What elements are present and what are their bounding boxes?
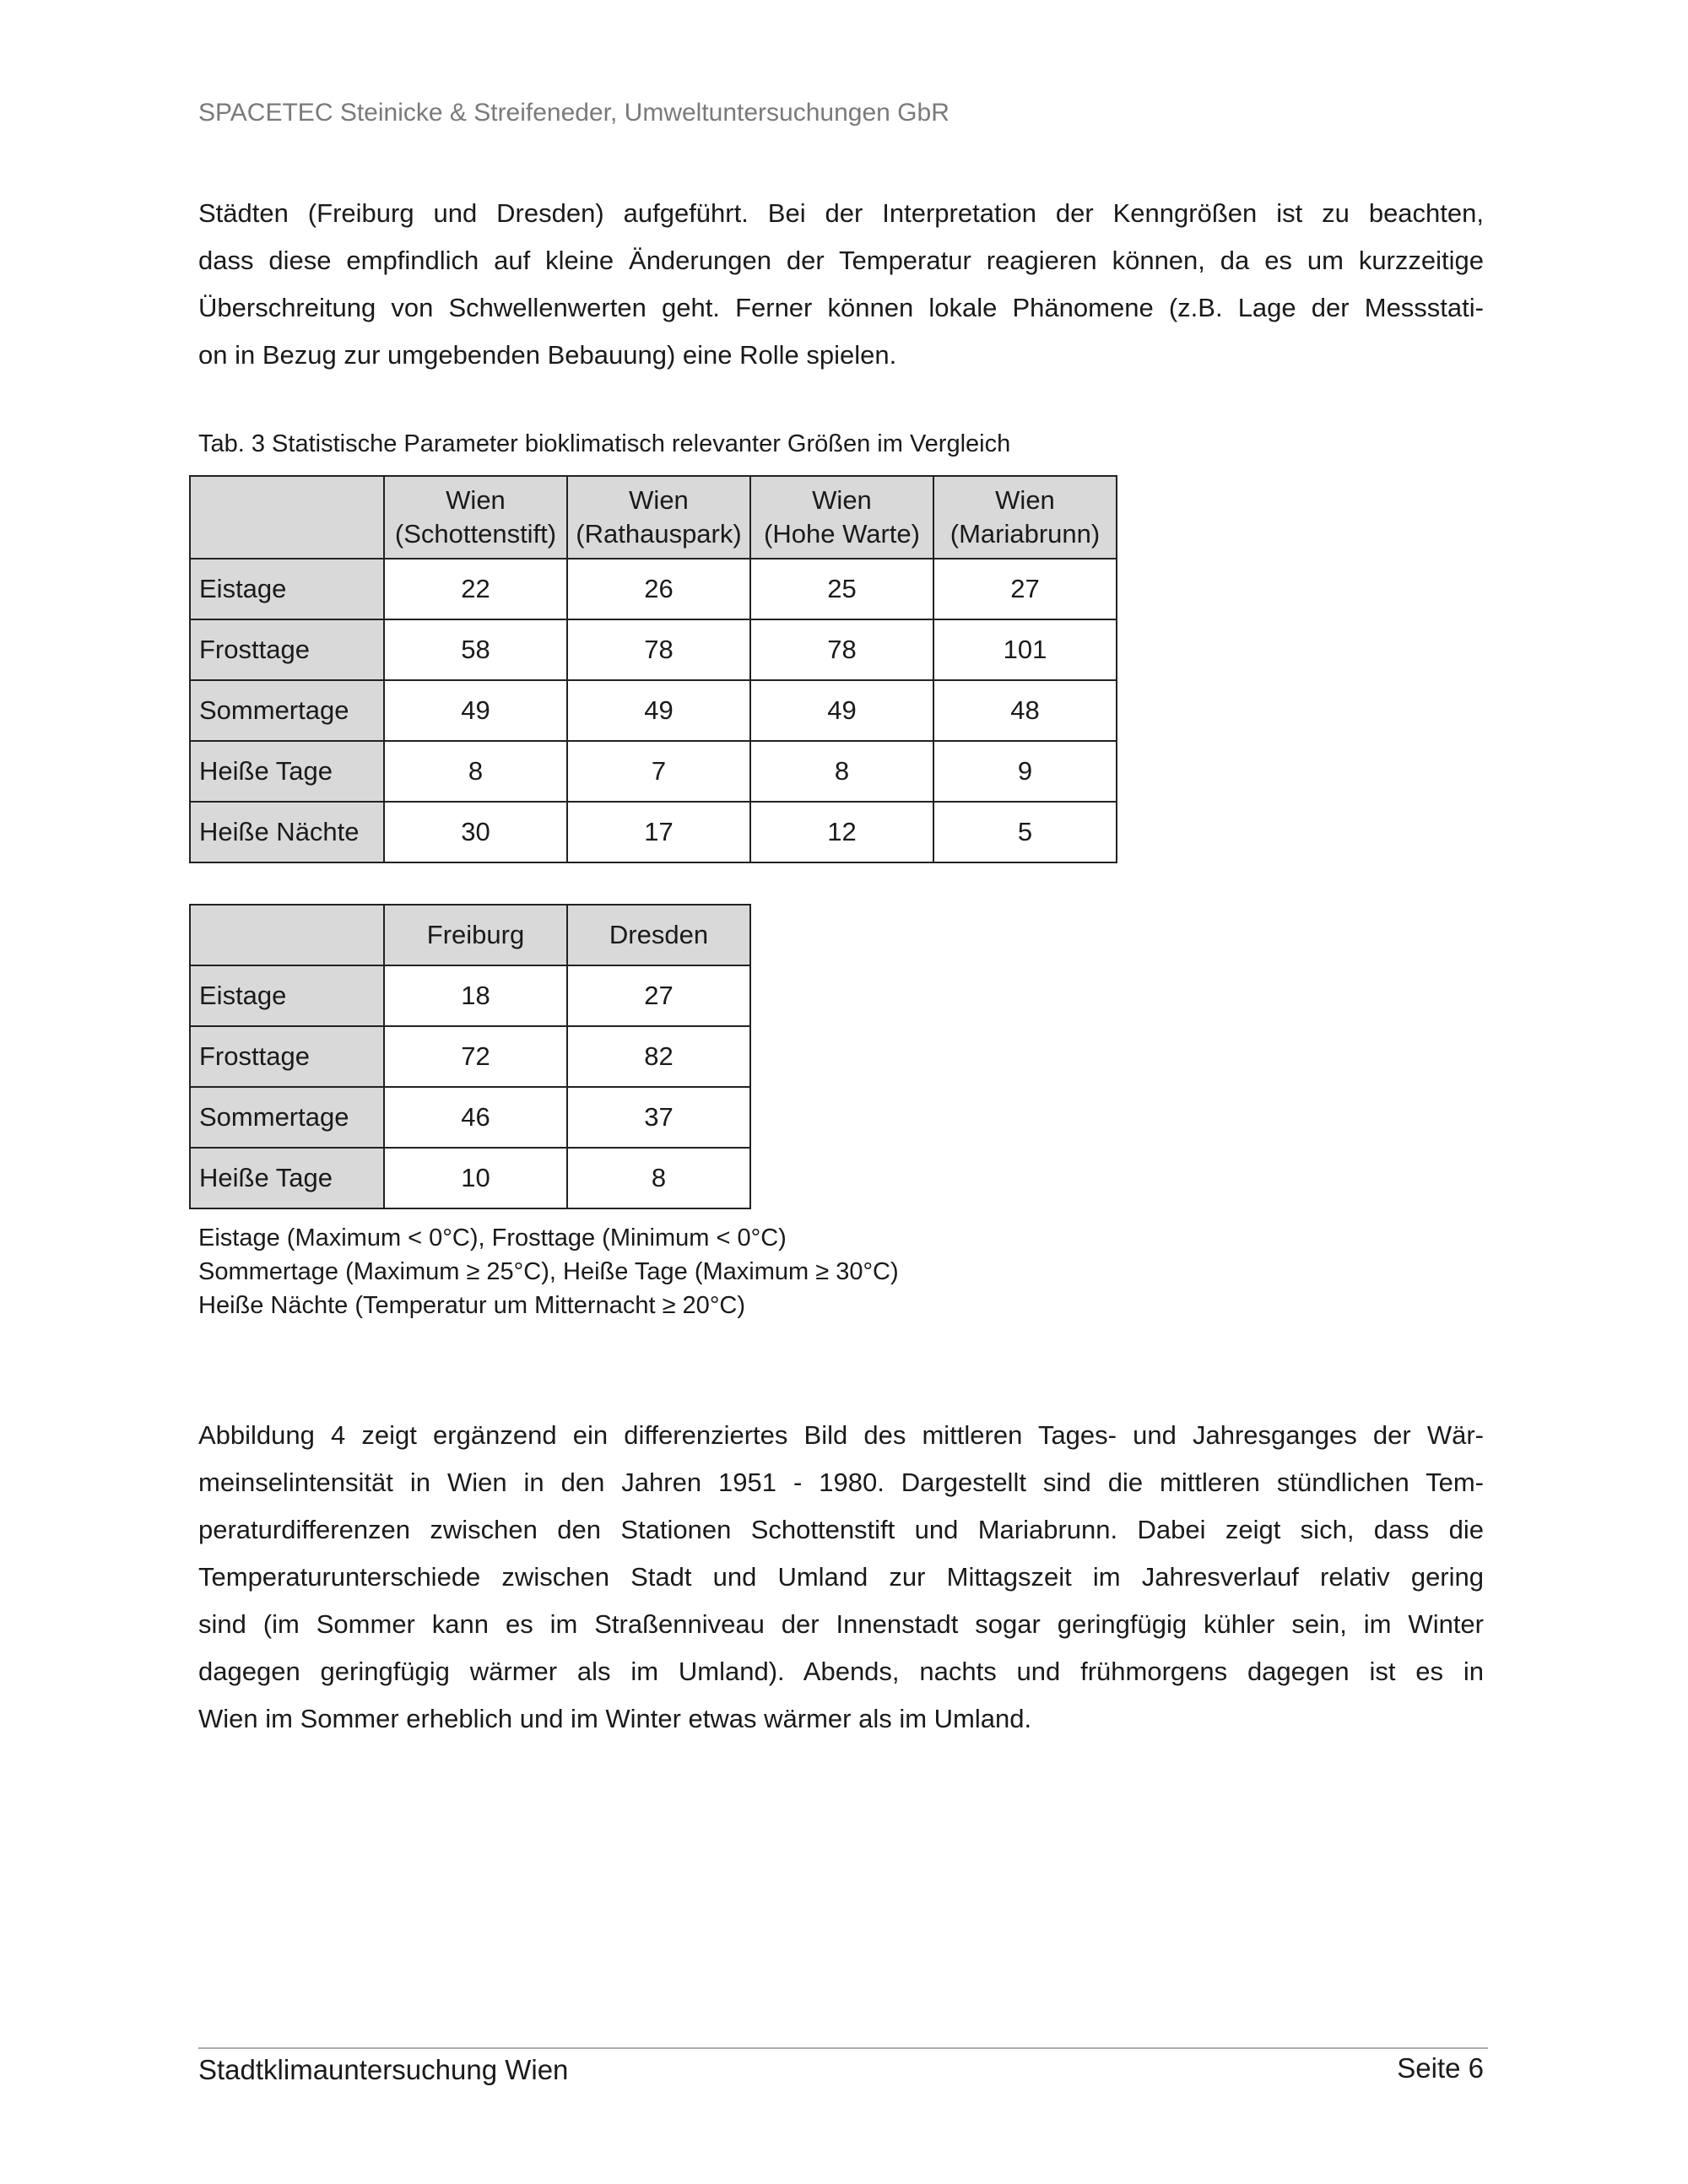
header-empty-cell	[190, 905, 384, 965]
table-cell: 12	[750, 802, 933, 862]
row-label: Heiße Tage	[190, 1148, 384, 1208]
table-cell: 78	[750, 619, 933, 680]
table-row	[190, 1026, 750, 1087]
row-label: Frosttage	[190, 619, 384, 680]
text-line: Temperaturunterschiede zwischen Stadt und Umland zur Mittagszeit im Jahresverlauf relativ gering	[198, 1562, 1484, 1592]
text-line: Wien im Sommer erheblich und im Winter etwas wärmer als im Umland.	[198, 1704, 1032, 1733]
table-row	[190, 965, 750, 1026]
table-cell: 8	[384, 741, 567, 802]
text-line: Abbildung 4 zeigt ergänzend ein differenziertes Bild des mittleren Tages- und Jahresganges der Wär-	[198, 1420, 1484, 1450]
row-label: Sommertage	[190, 1087, 384, 1148]
text-line: on in Bezug zur umgebenden Bebauung) eine Rolle spielen.	[198, 340, 897, 370]
row-label: Frosttage	[190, 1026, 384, 1087]
row-label: Sommertage	[190, 680, 384, 741]
table-row	[190, 802, 1117, 862]
page-header: SPACETEC Steinicke & Streifeneder, Umweltuntersuchungen GbR	[198, 99, 950, 127]
table-cell: 72	[384, 1026, 567, 1087]
table-cell: 18	[384, 965, 567, 1026]
row-label: Heiße Tage	[190, 741, 384, 802]
text-line: dass diese empfindlich auf kleine Änderungen der Temperatur reagieren können, da es um kurzzeitige	[198, 246, 1484, 275]
text-line: peraturdifferenzen zwischen den Stationen Schottenstift und Mariabrunn. Dabei zeigt sich, dass die	[198, 1515, 1484, 1544]
table-cell: 46	[384, 1087, 567, 1148]
table-cell: 25	[750, 559, 933, 619]
table-cell: 30	[384, 802, 567, 862]
column-header: Wien (Schottenstift)	[384, 476, 567, 559]
table-notes	[198, 1221, 899, 1322]
column-header: Wien (Hohe Warte)	[750, 476, 933, 559]
table-cell: 26	[567, 559, 750, 619]
table-cell: 58	[384, 619, 567, 680]
text-line: meinselintensität in Wien in den Jahren 1951 - 1980. Dargestellt sind die mittleren stündlichen Tem-	[198, 1468, 1484, 1497]
text-line: sind (im Sommer kann es im Straßenniveau der Innenstadt sogar geringfügig kühler sein, im Winter	[198, 1609, 1484, 1639]
table-cell: 7	[567, 741, 750, 802]
row-label: Eistage	[190, 965, 384, 1026]
text-line: Überschreitung von Schwellenwerten geht. Ferner können lokale Phänomene (z.B. Lage der Messstati-	[198, 293, 1484, 322]
table-caption: Tab. 3 Statistische Parameter bioklimatisch relevanter Größen im Vergleich	[198, 430, 1011, 457]
table-row	[190, 559, 1117, 619]
note-line: Eistage (Maximum < 0°C), Frosttage (Minimum < 0°C)	[198, 1224, 787, 1251]
table-cell: 8	[567, 1148, 750, 1208]
table-cell: 27	[933, 559, 1117, 619]
page-number: Seite 6	[1397, 2052, 1484, 2084]
note-line: Sommertage (Maximum ≥ 25°C), Heiße Tage (Maximum ≥ 30°C)	[198, 1258, 899, 1285]
table-cell: 8	[750, 741, 933, 802]
column-header: Wien (Rathauspark)	[567, 476, 750, 559]
table-comparison-cities	[189, 904, 751, 1209]
table-header-row	[190, 905, 750, 965]
table-cell: 101	[933, 619, 1117, 680]
table-cell: 82	[567, 1026, 750, 1087]
table-row	[190, 741, 1117, 802]
table-cell: 37	[567, 1087, 750, 1148]
table-header-row	[190, 476, 1117, 559]
table-row	[190, 680, 1117, 741]
table-cell: 5	[933, 802, 1117, 862]
table-cell: 17	[567, 802, 750, 862]
table-cell: 49	[750, 680, 933, 741]
column-header: Dresden	[567, 905, 750, 965]
table-row	[190, 1148, 750, 1208]
table-cell: 9	[933, 741, 1117, 802]
table-wien	[189, 475, 1117, 863]
table-cell: 48	[933, 680, 1117, 741]
table-row	[190, 1087, 750, 1148]
table-cell: 49	[384, 680, 567, 741]
table-cell: 27	[567, 965, 750, 1026]
row-label: Eistage	[190, 559, 384, 619]
table-row	[190, 619, 1117, 680]
paragraph-figure-description	[198, 1412, 1484, 1743]
paragraph-intro	[198, 190, 1484, 379]
note-line: Heiße Nächte (Temperatur um Mitternacht ≥ 20°C)	[198, 1292, 746, 1319]
text-line: Städten (Freiburg und Dresden) aufgeführt. Bei der Interpretation der Kenngrößen ist zu beachten,	[198, 198, 1484, 228]
table-cell: 78	[567, 619, 750, 680]
table-cell: 49	[567, 680, 750, 741]
footer-divider	[198, 2047, 1488, 2049]
row-label: Heiße Nächte	[190, 802, 384, 862]
header-empty-cell	[190, 476, 384, 559]
text-line: dagegen geringfügig wärmer als im Umland). Abends, nachts und frühmorgens dagegen ist es in	[198, 1657, 1484, 1686]
column-header: Wien (Mariabrunn)	[933, 476, 1117, 559]
table-cell: 10	[384, 1148, 567, 1208]
column-header: Freiburg	[384, 905, 567, 965]
footer-title: Stadtklimauntersuchung Wien	[198, 2054, 569, 2085]
table-cell: 22	[384, 559, 567, 619]
